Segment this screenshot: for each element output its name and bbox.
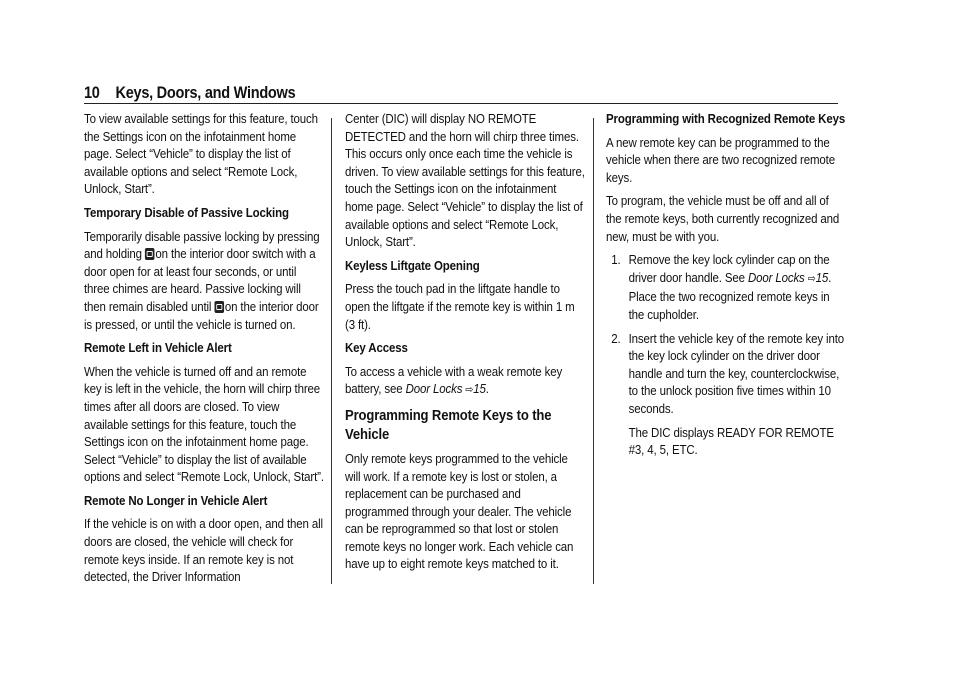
page-reference-arrow-icon: ⇨ [807, 272, 816, 285]
text-span: on the interior door switch with a door open for at least four seconds, or until three chimes are heard. Passive locking will then remain disabled until [84, 246, 316, 314]
subheading: Programming with Recognized Remote Keys [606, 111, 846, 126]
text-span: . [485, 381, 489, 397]
unlock-button-icon [214, 301, 224, 313]
column-divider-1 [331, 118, 332, 584]
section-heading: Programming Remote Keys to the Vehicle [345, 406, 552, 443]
paragraph: Only remote keys programmed to the vehicle will work. If a remote key is lost or stolen, a replacement can be purchased and programmed through your dealer. The vehicle can be reprogrammed so that lost or stolen remote keys no longer work. Each vehicle can have up to eight remote keys matched to it. [345, 450, 574, 572]
door-locks-link[interactable]: Door Locks [747, 269, 805, 285]
steps-list [606, 251, 846, 417]
page-ref[interactable]: 15 [473, 381, 486, 397]
column-divider-2 [593, 118, 594, 584]
column-1 [84, 110, 324, 592]
paragraph: To program, the vehicle must be off and all of the remote keys, both currently recognized and new, must be with you. [606, 193, 840, 244]
page-reference-arrow-icon: ⇨ [465, 384, 474, 397]
paragraph: To view available settings for this feature, touch the Settings icon on the infotainment home page. Select “Vehicle” to display the list of available options and select “Remote Lock, Unlock, Start”. [84, 111, 318, 197]
paragraph: A new remote key can be programmed to the vehicle when there are two recognized remote keys. [606, 134, 835, 185]
step-note: The DIC displays READY FOR REMOTE #3, 4, 5, ETC. [628, 424, 834, 458]
subheading: Remote Left in Vehicle Alert [84, 340, 232, 356]
text-span: on the interior door is pressed, or until the vehicle is turned on. [84, 298, 319, 332]
list-item [606, 251, 846, 323]
paragraph: If the vehicle is on with a door open, and then all doors are closed, the vehicle will check for remote keys inside. If an remote key is not detected, the Driver Information [84, 516, 323, 585]
header-rule [84, 103, 838, 104]
text-span: To access a vehicle with a weak remote key battery, see [345, 363, 563, 397]
text-span: . Place the two recognized remote keys in the cupholder. [628, 269, 832, 322]
lock-button-icon [145, 248, 155, 260]
text-span: Insert the vehicle key of the remote key into the key lock cylinder on the driver door handle and turn the key, counterclockwise, to the unlock position five times within 10 seconds. [628, 330, 845, 416]
subheading: Keyless Liftgate Opening [345, 257, 480, 273]
subheading: Temporary Disable of Passive Locking [84, 204, 289, 220]
list-item [606, 330, 846, 418]
page-header [84, 84, 748, 103]
paragraph [84, 228, 324, 334]
paragraph: When the vehicle is turned off and an remote key is left in the vehicle, the horn will chirp three times after all doors are closed. To view available settings for this feature, touch the Settings icon on the infotainment home page. Select “Vehicle” to display the list of available options and select “Remote Lock, Unlock, Start”. [84, 363, 324, 485]
step-number: 2. [611, 330, 621, 346]
paragraph [345, 363, 585, 400]
text-span: Remove the key lock cylinder cap on the driver door handle. See [628, 252, 830, 285]
step-number: 1. [611, 252, 621, 268]
section-title: Keys, Doors, and Windows [115, 84, 296, 102]
column-2 [345, 110, 585, 579]
page-ref[interactable]: 15 [815, 269, 829, 285]
subheading: Remote No Longer in Vehicle Alert [84, 492, 268, 508]
text-span: Temporarily disable passive locking by pressing and holding [84, 228, 320, 262]
paragraph: Center (DIC) will display NO REMOTE DETECTED and the horn will chirp three times. This occurs only once each time the vehicle is driven. To view available settings for this feature, touch the Settings icon on the infotainment home page. Select “Vehicle” to display the list of available options and select “Remote Lock, Unlock, Start”. [345, 111, 585, 250]
paragraph: Press the touch pad in the liftgate handle to open the liftgate if the remote key is within 1 m (3 ft). [345, 281, 575, 332]
subheading: Key Access [345, 340, 408, 356]
door-locks-link[interactable]: Door Locks [405, 381, 463, 397]
column-3 [606, 110, 846, 465]
page-number: 10 [84, 84, 100, 102]
